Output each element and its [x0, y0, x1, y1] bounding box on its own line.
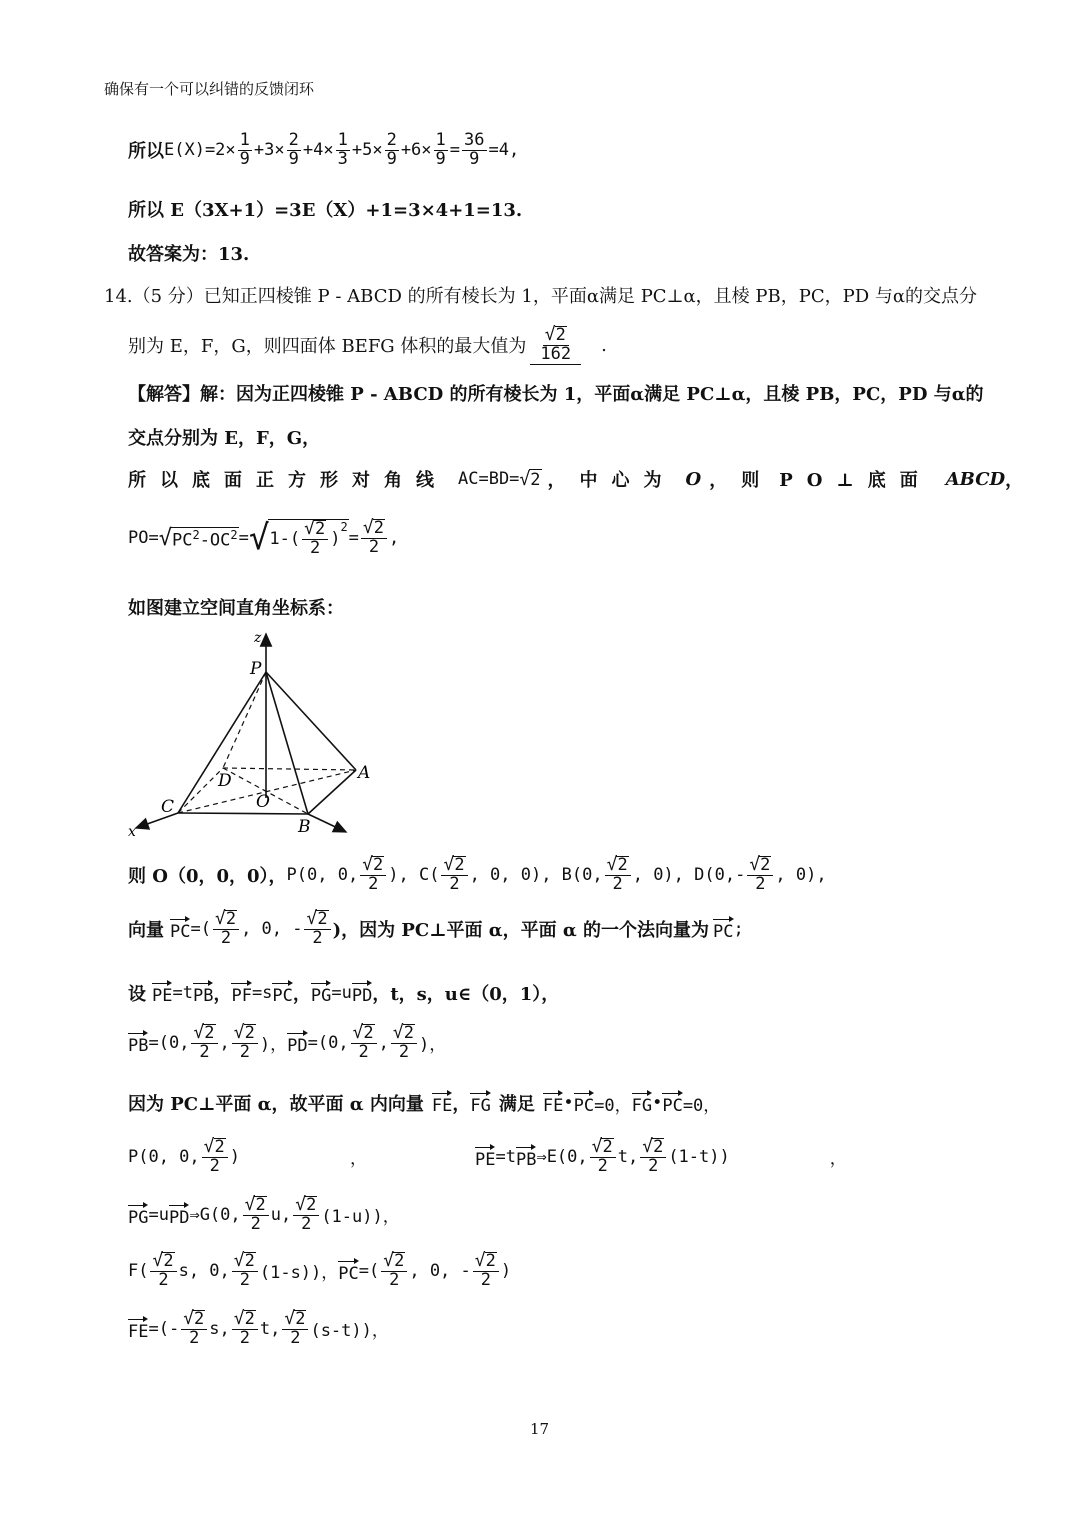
- page-number: 17: [530, 1420, 550, 1438]
- fe-vector-line: FE =(- √ 2 2 s, √ 2 2 t, √ 2 2 (s-t))，: [128, 1308, 389, 1348]
- line-3: 故答案为：13.: [128, 244, 250, 265]
- fraction: $\frac{1}{9}$: [435, 130, 446, 169]
- vector-pc-line: 向量 PC =( √ 2 2 , 0, - √ 2 2 )，因为 PC⊥平面 α，平面 α 的一个法向量为 PC ;: [128, 908, 744, 948]
- e-point-line: P(0, 0, √ 2 2 ) ， PE =t PB ⇒E(0, √ 2 2 t, √ 2 2 (1-t)) ，: [128, 1136, 847, 1176]
- fraction: $\frac{2}{9}$: [386, 130, 397, 169]
- edge-da: [223, 768, 356, 770]
- text: ，: [1005, 470, 1024, 491]
- label-z: z: [254, 630, 262, 646]
- fraction: $\frac{1}{9}$: [239, 130, 250, 169]
- text: 所以: [128, 141, 164, 163]
- expr: +6×: [400, 140, 432, 161]
- expr: +4×: [302, 140, 334, 161]
- label-o: O: [256, 792, 270, 812]
- points-line: 则 O（0，0，0）， P(0, 0, √ 2 2 ), C( √ 2 2 , 0, 0), B(0, √ 2 2 , 0), D(0, - √ 2 2 , 0),: [128, 854, 827, 894]
- edge-pa: [266, 672, 356, 770]
- po-equation: PO= √ $PC^2-OC^2$ = √ 1-( √ 2 2 ) $^2$ = √ 2 2 ,: [128, 517, 400, 559]
- edge-pd: [223, 672, 266, 768]
- expr: E(X)=2×: [164, 140, 236, 161]
- expr: =4,: [488, 140, 520, 161]
- perpendicular-line: 因为 PC⊥平面 α，故平面 α 内向量 FE ， FG 满足 FE • PC =0， FG • PC =0，: [128, 1090, 720, 1116]
- expr: +3×: [253, 140, 285, 161]
- text: 别为 E，F，G，则四面体 BEFG 体积的最大值为: [128, 336, 527, 358]
- pb-pd-line: PB =(0, √ 2 2 , √ 2 2 )， PD =(0, √ 2 2 , √ 2 2 )，: [128, 1022, 447, 1062]
- label-a: A: [358, 763, 371, 783]
- line-2: 所以 E（3X+1）=3E（X）+1=3×4+1=13.: [128, 200, 523, 221]
- text: 所以底面正方形对角线: [128, 470, 448, 491]
- label-c: C: [161, 797, 175, 817]
- set-line: 设 PE =t PB ， PF =s PC ， PG =u PD ，t，s，u∈（0，1），: [128, 980, 559, 1006]
- page-header: 确保有一个可以纠错的反馈闭环: [104, 80, 315, 98]
- expr: +5×: [351, 140, 383, 161]
- expectation-line: [128, 132, 519, 169]
- pyramid-diagram: [118, 620, 378, 840]
- edge-pb: [266, 672, 308, 814]
- text: ABCD: [945, 468, 1006, 490]
- fraction: √ 2 162: [540, 324, 572, 364]
- text: PO⊥底面: [779, 470, 932, 491]
- text: ，则: [709, 470, 774, 491]
- y-axis: [308, 814, 346, 832]
- sqrt: √ 2: [519, 468, 541, 490]
- answer-blank: [530, 326, 581, 365]
- expr: AC=BD=: [458, 469, 520, 489]
- edge-cb: [178, 813, 308, 814]
- label-b: B: [298, 817, 311, 837]
- g-point-line: PG =u PD ⇒G(0, √ 2 2 u, √ 2 2 (1-u))，: [128, 1194, 400, 1234]
- question-14-line-2: [128, 326, 607, 365]
- fraction: $\frac{2}{9}$: [288, 130, 299, 169]
- label-d: D: [218, 771, 232, 791]
- question-14-line-1: 14.（5 分）已知正四棱锥 P - ABCD 的所有棱长为 1，平面α满足 PC⊥α，且棱 PB，PC，PD 与α的交点分: [104, 286, 978, 307]
- fraction: $\frac{1}{3}$: [337, 130, 348, 169]
- f-point-line: F( √ 2 2 s, 0, √ 2 2 (1-s))， PC =( √ 2 2 , 0, - √ 2 2 ): [128, 1250, 512, 1290]
- solution-line-1: 【解答】解：因为正四棱锥 P - ABCD 的所有棱长为 1，平面α满足 PC⊥α，且棱 PB，PC，PD 与α的: [128, 384, 984, 405]
- fraction: $\frac{36}{9}$: [464, 130, 485, 169]
- edge-pc: [178, 672, 266, 813]
- label-p: P: [250, 659, 262, 679]
- edge-cd: [178, 768, 223, 813]
- label-x: x: [128, 824, 136, 840]
- text: .: [601, 334, 607, 356]
- solution-line-3: [128, 466, 1023, 492]
- text: ，中心为: [547, 470, 676, 491]
- coord-intro: 如图建立空间直角坐标系：: [128, 598, 344, 619]
- solution-line-2: 交点分别为 E，F，G，: [128, 428, 321, 449]
- edge-ba: [308, 770, 356, 814]
- expr: =: [449, 140, 461, 161]
- text: O: [685, 468, 702, 490]
